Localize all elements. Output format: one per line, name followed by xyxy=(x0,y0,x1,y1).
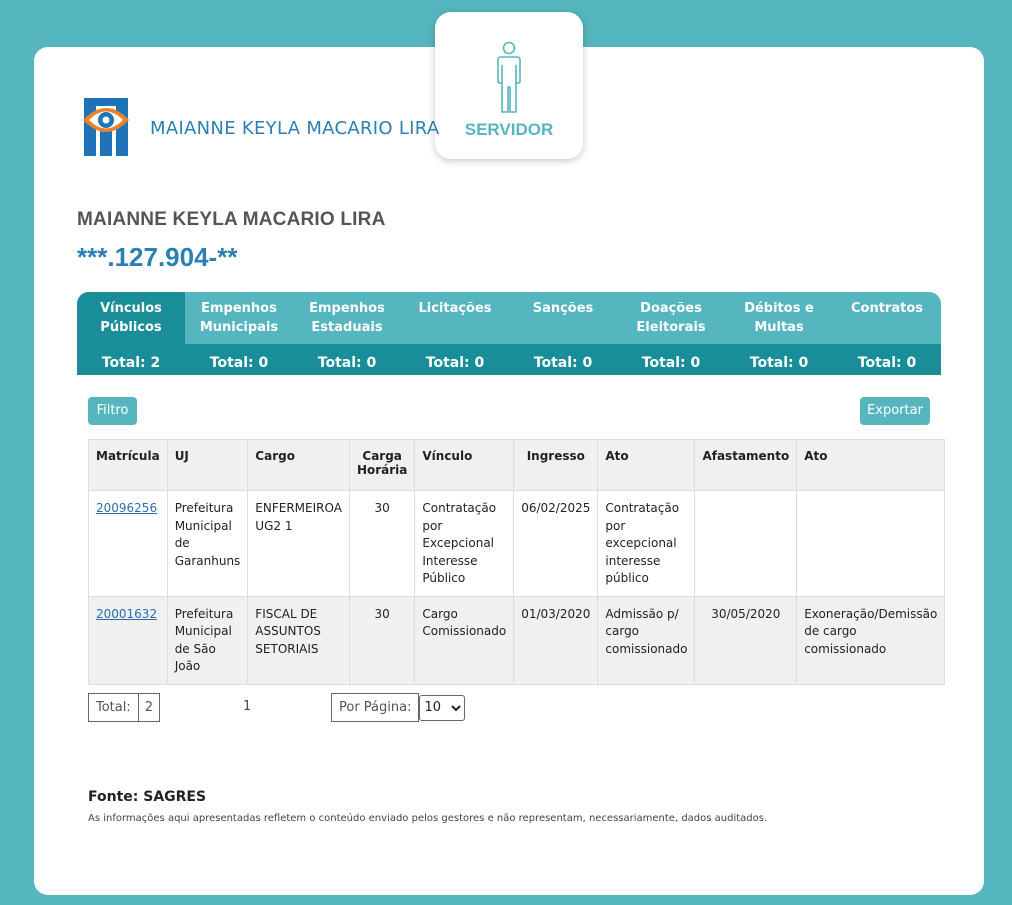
filter-button[interactable]: Filtro xyxy=(88,397,137,425)
matricula-link[interactable]: 20096256 xyxy=(96,501,158,515)
role-badge xyxy=(435,12,583,159)
table-header-row xyxy=(89,440,945,491)
cell-ato: Contratação por excepcional interesse público xyxy=(598,491,695,597)
header-name: MAIANNE KEYLA MACARIO LIRA xyxy=(150,118,440,139)
cell-afastamento xyxy=(695,491,797,597)
pager-page-link[interactable]: 1 xyxy=(243,699,252,714)
cell-ato: Admissão p/ cargo comissionado xyxy=(598,596,695,684)
cell-uj: Prefeitura Municipal de Garanhuns xyxy=(167,491,248,597)
person-name: MAIANNE KEYLA MACARIO LIRA xyxy=(77,209,386,230)
person-document: ***.127.904-** xyxy=(77,242,238,272)
cell-cargo: FISCAL DE ASSUNTOS SETORIAIS xyxy=(248,596,350,684)
tab-total[interactable]: Total: 2 xyxy=(101,355,161,371)
col-uj: UJ xyxy=(167,440,248,491)
cell-ato-afastamento xyxy=(797,491,945,597)
pager-total-label: Total: xyxy=(96,700,131,715)
per-page-label: Por Página: xyxy=(331,693,419,722)
tab-total[interactable]: Total: 0 xyxy=(317,355,377,371)
cell-ato-afastamento: Exoneração/Demissão de cargo comissionado xyxy=(797,596,945,684)
tab-debitos-multas[interactable]: Débitos e Multas xyxy=(744,301,814,335)
tab-empenhos-estaduais[interactable]: Empenhos Estaduais xyxy=(309,301,385,335)
cell-carga: 30 xyxy=(349,491,414,597)
tab-total[interactable]: Total: 0 xyxy=(857,355,917,371)
pager-total xyxy=(88,693,160,722)
export-button[interactable]: Exportar xyxy=(860,397,930,425)
col-cargo: Cargo xyxy=(248,440,350,491)
col-matricula: Matrícula xyxy=(89,440,168,491)
per-page-select[interactable] xyxy=(419,695,465,721)
cell-cargo: ENFERMEIROA UG2 1 xyxy=(248,491,350,597)
cell-matricula xyxy=(89,596,168,684)
tab-sancoes[interactable]: Sanções xyxy=(532,301,594,316)
matricula-link[interactable]: 20001632 xyxy=(96,606,158,621)
role-label: SERVIDOR xyxy=(464,120,554,139)
col-afastamento: Afastamento xyxy=(695,440,797,491)
disclaimer-text: As informações aqui apresentadas refletem o conteúdo enviado pelos gestores e não representam, necessariamente, dados auditados. xyxy=(88,813,768,824)
person-icon xyxy=(495,41,523,115)
cell-vinculo: Cargo Comissionado xyxy=(415,596,514,684)
tab-total[interactable]: Total: 0 xyxy=(533,355,593,371)
pager-total-value: 2 xyxy=(138,694,159,721)
col-vinculo: Vínculo xyxy=(415,440,514,491)
col-carga-horaria: Carga Horária xyxy=(349,440,414,491)
tab-total[interactable]: Total: 0 xyxy=(209,355,269,371)
tab-vinculos-publicos[interactable]: Vínculos Públicos xyxy=(77,292,185,344)
cell-ingresso: 06/02/2025 xyxy=(514,491,598,597)
tab-total[interactable]: Total: 0 xyxy=(749,355,809,371)
tab-contratos[interactable]: Contratos xyxy=(850,301,923,316)
pager-per-page xyxy=(331,693,465,722)
tab-total[interactable]: Total: 0 xyxy=(641,355,701,371)
vinculos-table xyxy=(88,439,945,685)
cell-vinculo: Contratação por Excepcional Interesse Público xyxy=(415,491,514,597)
table-row xyxy=(89,596,945,684)
tab-doacoes-eleitorais[interactable]: Doações Eleitorais xyxy=(636,301,706,335)
data-source: Fonte: SAGRES xyxy=(88,789,207,805)
cell-afastamento: 30/05/2020 xyxy=(695,596,797,684)
cell-carga: 30 xyxy=(349,596,414,684)
eye-logo-icon xyxy=(83,98,129,156)
tab-empenhos-municipais[interactable]: Empenhos Municipais xyxy=(199,301,279,335)
category-tabs xyxy=(77,292,941,375)
tab-total[interactable]: Total: 0 xyxy=(425,355,485,371)
cell-ingresso: 01/03/2020 xyxy=(514,596,598,684)
cell-matricula xyxy=(89,491,168,597)
col-ingresso: Ingresso xyxy=(514,440,598,491)
col-ato: Ato xyxy=(598,440,695,491)
cell-uj: Prefeitura Municipal de São João xyxy=(167,596,248,684)
col-ato-afastamento: Ato xyxy=(797,440,945,491)
table-row xyxy=(89,491,945,597)
tab-licitacoes[interactable]: Licitações xyxy=(418,301,492,316)
